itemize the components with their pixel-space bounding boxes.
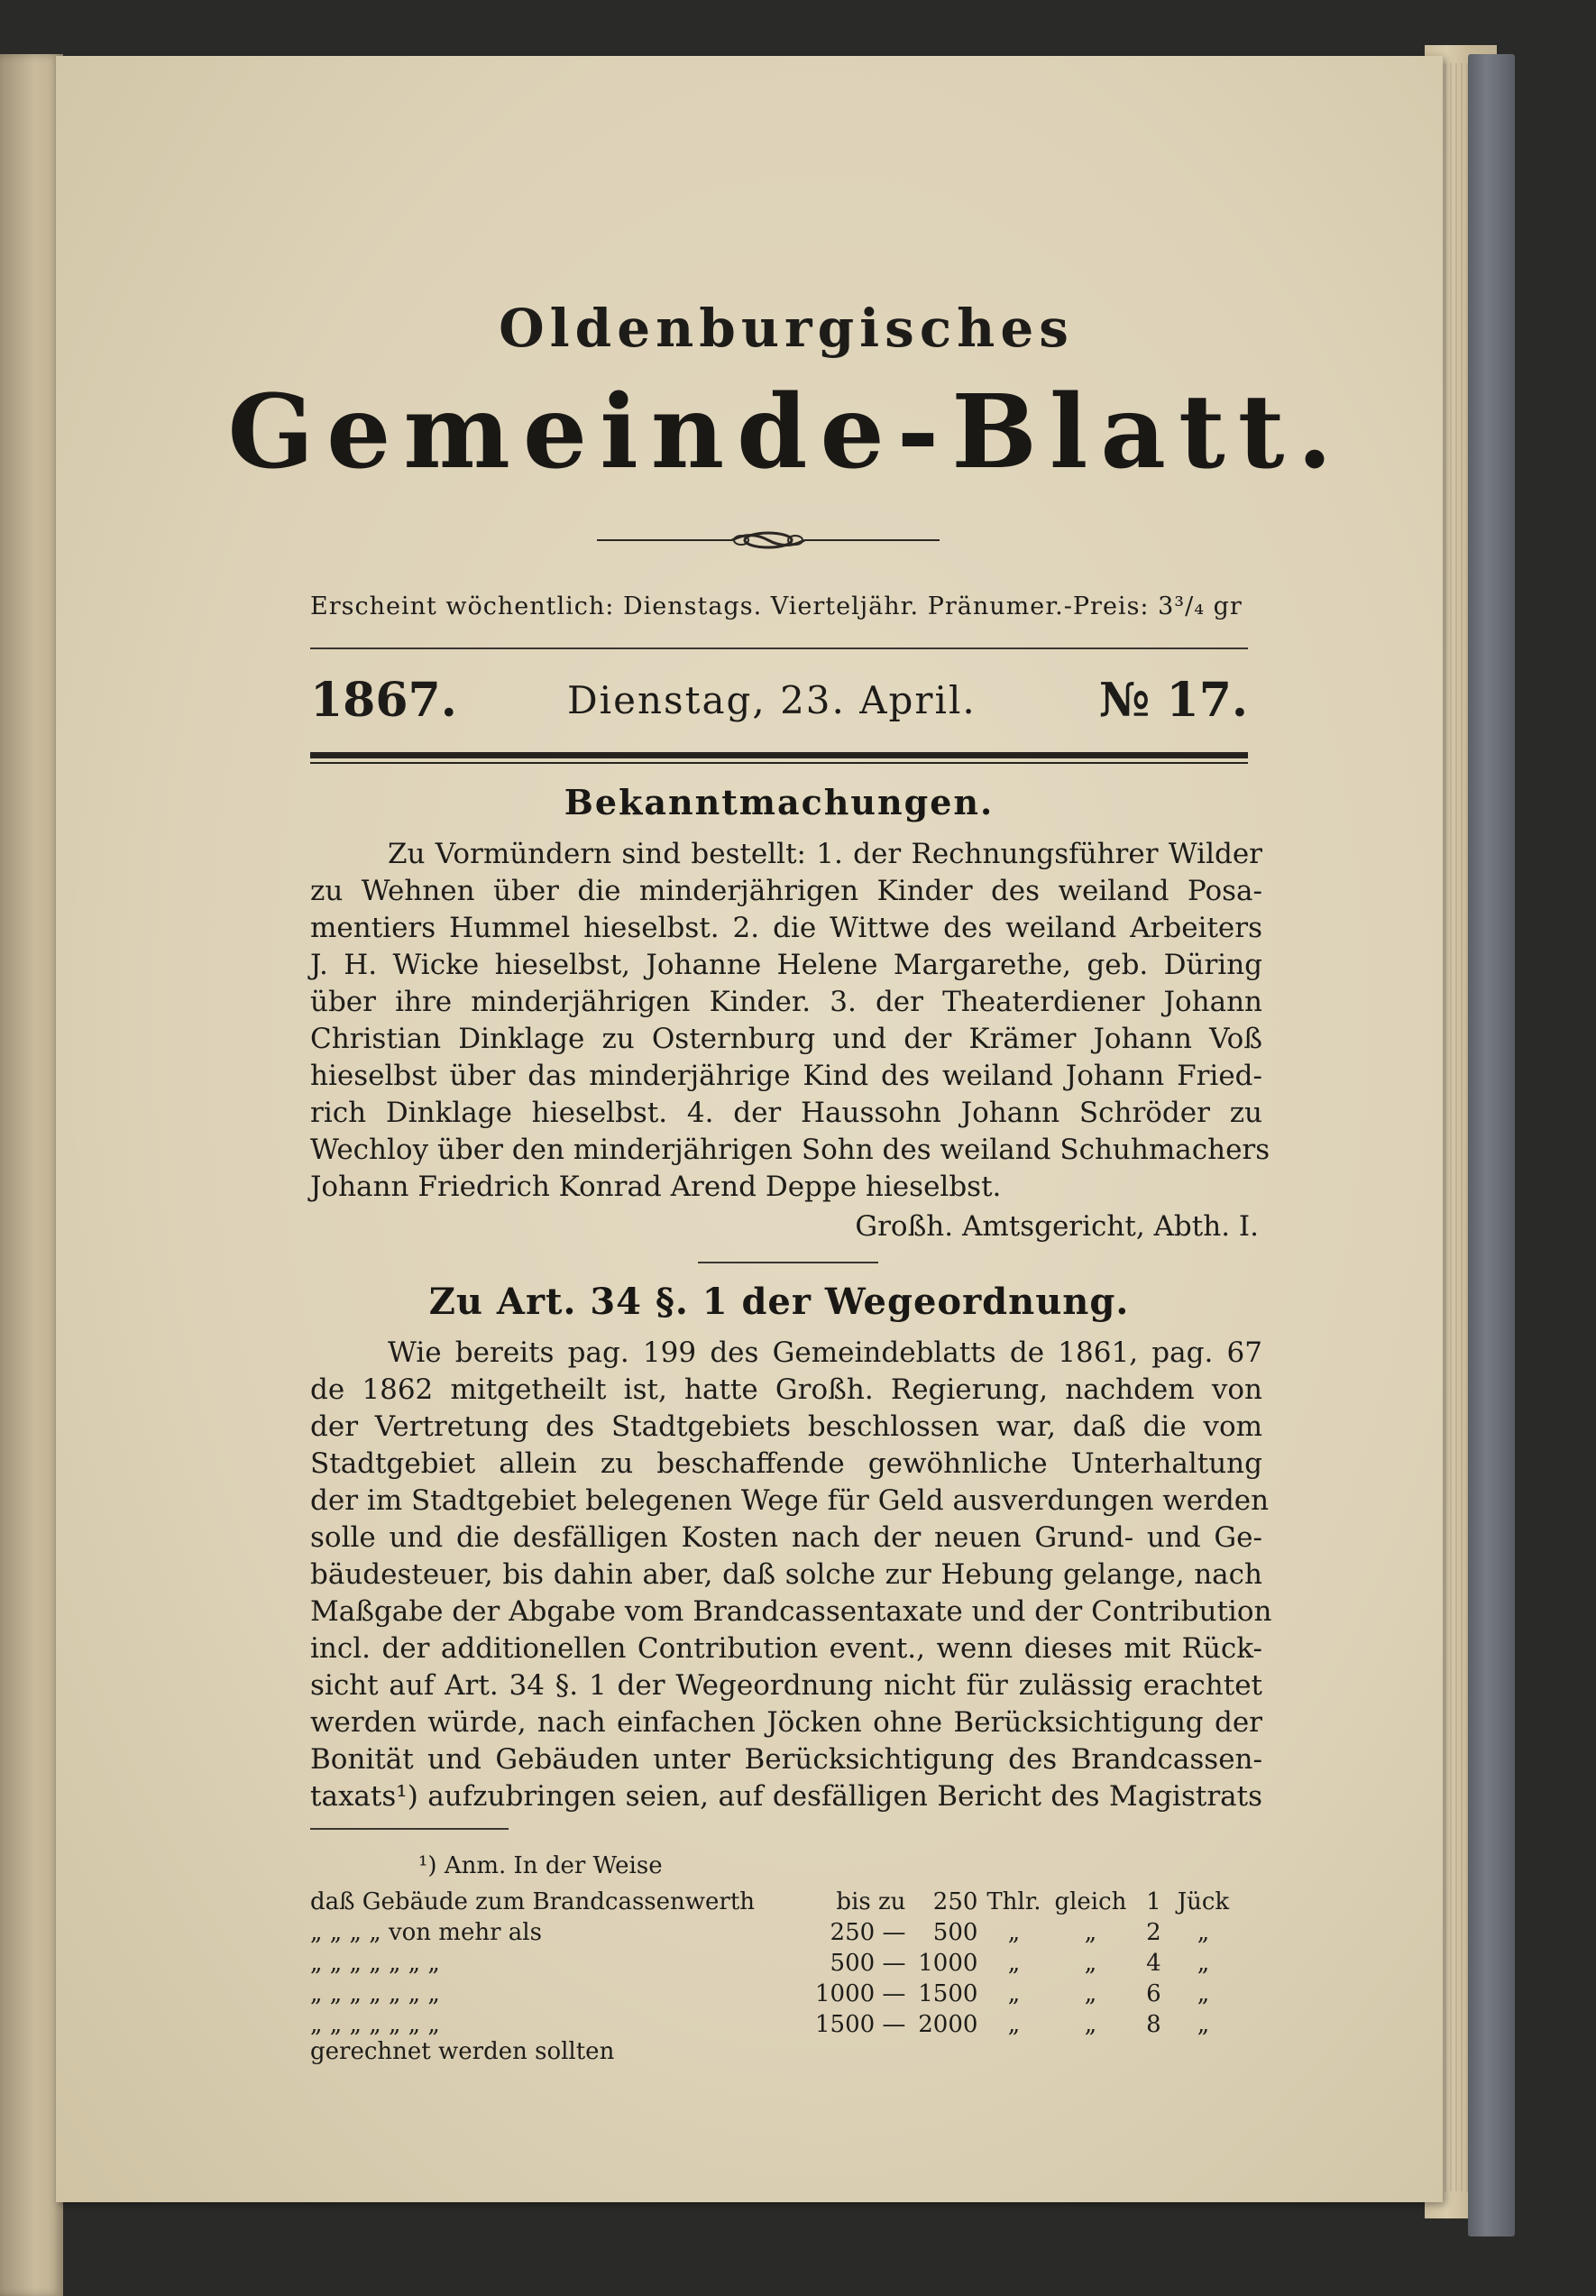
text-line: J. H. Wicke hieselbst, Johanne Helene Margarethe, geb. Düring [310, 949, 1262, 981]
footnote-header: ¹) Anm. In der Weise [418, 1852, 663, 1879]
footnote-rule [310, 1828, 509, 1830]
fn-cell-unit: Thlr. [986, 1888, 1041, 1915]
text-line: taxats¹) aufzubringen seien, auf desfälligen Bericht des Magistrats [310, 1780, 1262, 1813]
issue-date: Dienstag, 23. April. [567, 678, 977, 722]
text-line: über ihre minderjährigen Kinder. 3. der Theaterdiener Johann [310, 986, 1262, 1018]
text-line: Stadtgebiet allein zu beschaffende gewöhnliche Unterhaltung [310, 1447, 1262, 1480]
fn-cell-value: 6 [1146, 1980, 1161, 2007]
text-line: Bonität und Gebäuden unter Berücksichtigung des Brandcassen- [310, 1743, 1262, 1776]
fn-cell-eq: „ [1084, 1980, 1097, 2007]
fn-cell-unit: „ [1007, 1980, 1021, 2007]
section-separator [698, 1262, 878, 1263]
issue-number: № 17. [1098, 673, 1248, 728]
fn-cell-from: 250 — [830, 1919, 906, 1946]
section-body-wegeordnung [310, 1335, 1272, 1815]
text-line: sicht auf Art. 34 §. 1 der Wegeordnung nicht für zulässig erachtet [310, 1669, 1262, 1702]
section-heading-wegeordnung: Zu Art. 34 §. 1 der Wegeordnung. [428, 1281, 1130, 1323]
fn-cell-value: 4 [1146, 1950, 1161, 1977]
text-line: werden würde, nach einfachen Jöcken ohne Berücksichtigung der [310, 1706, 1262, 1739]
text-line: Wie bereits pag. 199 des Gemeindeblatts de 1861, pag. 67 [388, 1336, 1262, 1369]
fn-cell-eq: „ [1084, 1950, 1097, 1977]
fn-cell-desc: „ „ „ „ „ „ „ [310, 1980, 440, 2007]
footnote-row [310, 1946, 1230, 1977]
section-body-bekanntmachungen [310, 836, 1270, 1206]
text-line: de 1862 mitgetheilt ist, hatte Großh. Regierung, nachdem von [310, 1373, 1262, 1406]
fn-cell-desc: daß Gebäude zum Brandcassenwerth [310, 1888, 756, 1915]
text-line: bäudesteuer, bis dahin aber, daß solche zur Hebung gelange, nach [310, 1558, 1262, 1591]
text-line: der im Stadtgebiet belegenen Wege für Geld ausverdungen werden [310, 1484, 1270, 1517]
text-line: Maßgabe der Abgabe vom Brandcassentaxate und der Contribution [310, 1595, 1272, 1628]
footnote-table [310, 1885, 1230, 2038]
text-line: zu Wehnen über die minderjährigen Kinder des weiland Posa- [310, 875, 1262, 907]
footnote-row [310, 1915, 1230, 1946]
text-line: hieselbst über das minderjährige Kind des weiland Johann Fried- [310, 1060, 1262, 1092]
fn-cell-desc: „ „ „ „ „ „ „ [310, 1950, 440, 1977]
fn-cell-value: 2 [1146, 1919, 1161, 1946]
issue-row [310, 673, 1248, 727]
fn-cell-desc: „ „ „ „ „ „ „ [310, 2011, 440, 2038]
fn-cell-unit: „ [1007, 1919, 1021, 1946]
masthead-title-line1: Oldenburgisches [499, 298, 1074, 359]
fn-cell-desc: „ „ „ „ von mehr als [310, 1919, 542, 1946]
footnote-row [310, 2007, 1230, 2038]
text-line: Zu Vormündern sind bestellt: 1. der Rechnungsführer Wilder [388, 838, 1262, 870]
fn-cell-unit: „ [1007, 1950, 1021, 1977]
text-line: Johann Friedrich Konrad Arend Deppe hieselbst. [310, 1171, 1002, 1203]
fn-cell-to: 500 [932, 1919, 978, 1946]
fn-cell-from: 500 — [830, 1950, 906, 1977]
left-page-edge [0, 54, 63, 2296]
fn-cell-unit: „ [1007, 2011, 1021, 2038]
fn-cell-eq: „ [1084, 2011, 1097, 2038]
fn-cell-measure: Jück [1177, 1888, 1230, 1915]
footnote-row [310, 1885, 1230, 1915]
fn-cell-measure: „ [1197, 1919, 1210, 1946]
fn-cell-from: bis zu [836, 1888, 906, 1915]
text-line: incl. der additionellen Contribution event., wenn dieses mit Rück- [310, 1632, 1262, 1665]
text-line: solle und die desfälligen Kosten nach der neuen Grund- und Ge- [310, 1521, 1262, 1554]
signature-amtsgericht: Großh. Amtsgericht, Abth. I. [855, 1210, 1259, 1243]
fn-cell-measure: „ [1197, 2011, 1210, 2038]
text-line: der Vertretung des Stadtgebiets beschlossen war, daß die vom [310, 1410, 1262, 1443]
rule-under-subtitle [310, 647, 1248, 649]
footnote-row [310, 1977, 1230, 2007]
fn-cell-from: 1500 — [815, 2011, 906, 2038]
rule-thick-secondary [310, 762, 1248, 764]
masthead-title-line2: Gemeinde-Blatt. [227, 373, 1345, 491]
ornament-divider [597, 527, 940, 554]
fn-cell-to: 2000 [918, 2011, 978, 2038]
fn-cell-to: 250 [932, 1888, 978, 1915]
rule-thick [310, 752, 1248, 758]
fn-cell-measure: „ [1197, 1980, 1210, 2007]
text-line: Wechloy über den minderjährigen Sohn des weiland Schuhmachers [310, 1134, 1270, 1166]
fn-cell-eq: gleich [1054, 1888, 1127, 1915]
masthead-subtitle: Erscheint wöchentlich: Dienstags. Vierteljähr. Pränumer.-Preis: 3³/₄ gr [310, 592, 1243, 620]
text-line: rich Dinklage hieselbst. 4. der Haussohn Johann Schröder zu [310, 1097, 1262, 1129]
fn-cell-measure: „ [1197, 1950, 1210, 1977]
issue-year: 1867. [310, 673, 457, 728]
fn-cell-value: 8 [1146, 2011, 1161, 2038]
newspaper-page [56, 56, 1443, 2202]
fn-cell-from: 1000 — [815, 1980, 906, 2007]
fn-cell-eq: „ [1084, 1919, 1097, 1946]
text-line: Christian Dinklage zu Osternburg und der Krämer Johann Voß [310, 1023, 1262, 1055]
fn-cell-to: 1000 [918, 1950, 978, 1977]
fn-cell-to: 1500 [918, 1980, 978, 2007]
section-heading-bekanntmachungen: Bekanntmachungen. [564, 782, 995, 822]
text-line: mentiers Hummel hieselbst. 2. die Wittwe des weiland Arbeiters [310, 912, 1262, 944]
footnote-closing: gerechnet werden sollten [310, 2038, 615, 2065]
fn-cell-value: 1 [1146, 1888, 1161, 1915]
